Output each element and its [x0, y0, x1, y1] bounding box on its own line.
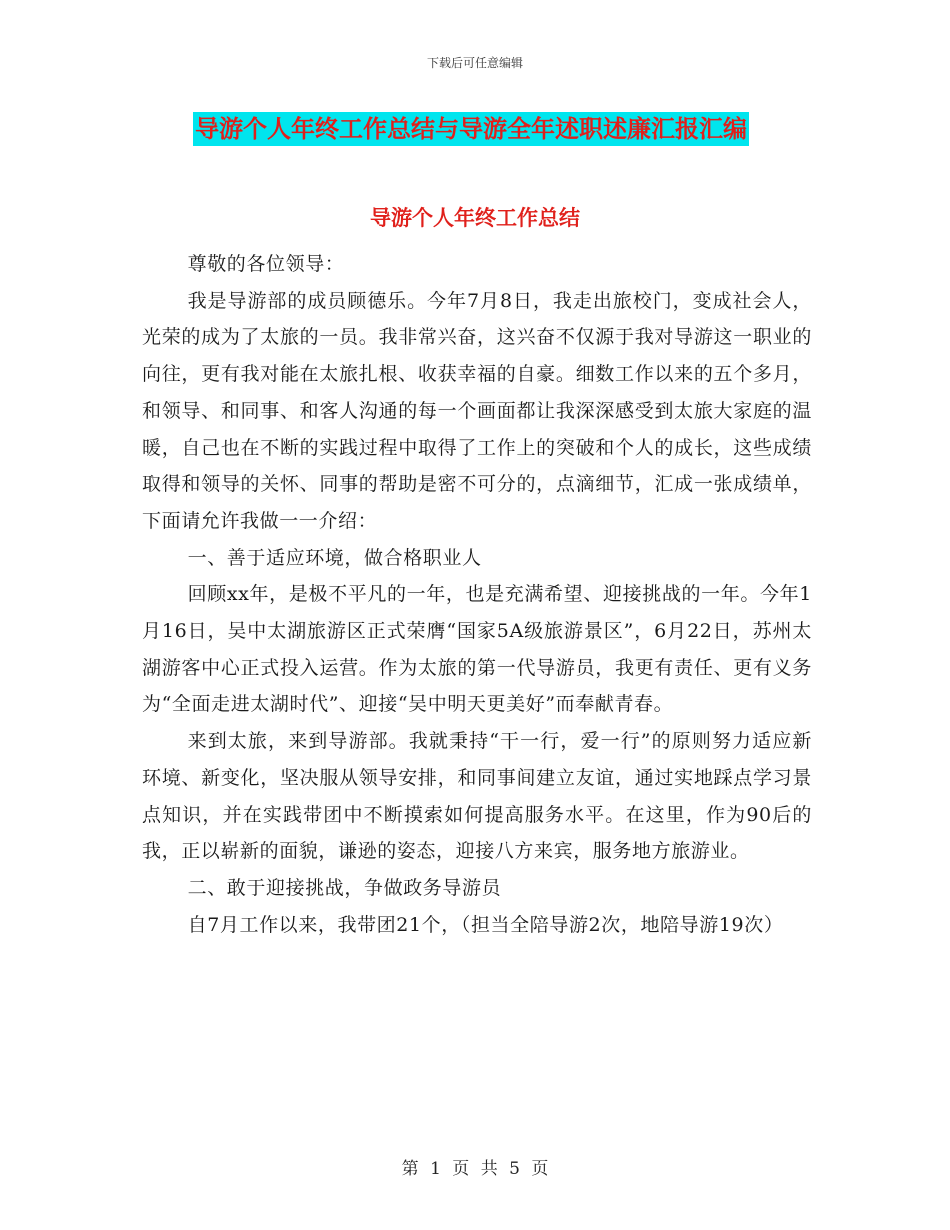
section-heading: 二、敢于迎接挑战，争做政务导游员 — [187, 876, 502, 899]
header-note: 下载后可任意编辑 — [426, 56, 523, 70]
salutation: 尊敬的各位领导： — [187, 253, 345, 275]
paragraph: 回顾xx年，是极不平凡的一年，也是充满希望、迎接挑战的一年。今年1月16日，吴中太湖旅游区正式荣膺“国家5A级旅游景区”，6月22日，苏州太湖游客中心正式投入运营。作为太旅的第一代导游员，我更有责任、更有义务为“全面走进太湖时代”、迎接“吴中明天更美好”而奉献青春。 — [142, 583, 812, 716]
body-text — [142, 246, 812, 943]
paragraph: 自7月工作以来，我带团21个，（担当全陪导游2次，地陪导游19次） — [187, 913, 784, 936]
section-heading: 一、善于适应环境，做合格职业人 — [187, 546, 482, 569]
page-footer: 第 1 页 共 5 页 — [401, 1159, 549, 1179]
section-title: 导游个人年终工作总结 — [370, 206, 580, 230]
document-main-title: 导游个人年终工作总结与导游全年述职述廉汇报汇编 — [193, 112, 749, 146]
paragraph: 我是导游部的成员顾德乐。今年7月8日，我走出旅校门，变成社会人，光荣的成为了太旅的一员。我非常兴奋，这兴奋不仅源于我对导游这一职业的向往，更有我对能在太旅扎根、收获幸福的自豪。细数工作以来的五个多月，和领导、和同事、和客人沟通的每一个画面都让我深深感受到太旅大家庭的温暖，自己也在不断的实践过程中取得了工作上的突破和个人的成长，这些成绩取得和领导的关怀、同事的帮助是密不可分的，点滴细节，汇成一张成绩单，下面请允许我做一一介绍： — [142, 289, 812, 532]
paragraph: 来到太旅，来到导游部。我就秉持“干一行，爱一行”的原则努力适应新环境、新变化，坚决服从领导安排，和同事间建立友谊，通过实地踩点学习景点知识，并在实践带团中不断摸索如何提高服务水平。在这里，作为90后的我，正以崭新的面貌，谦逊的姿态，迎接八方来宾，服务地方旅游业。 — [142, 730, 812, 863]
